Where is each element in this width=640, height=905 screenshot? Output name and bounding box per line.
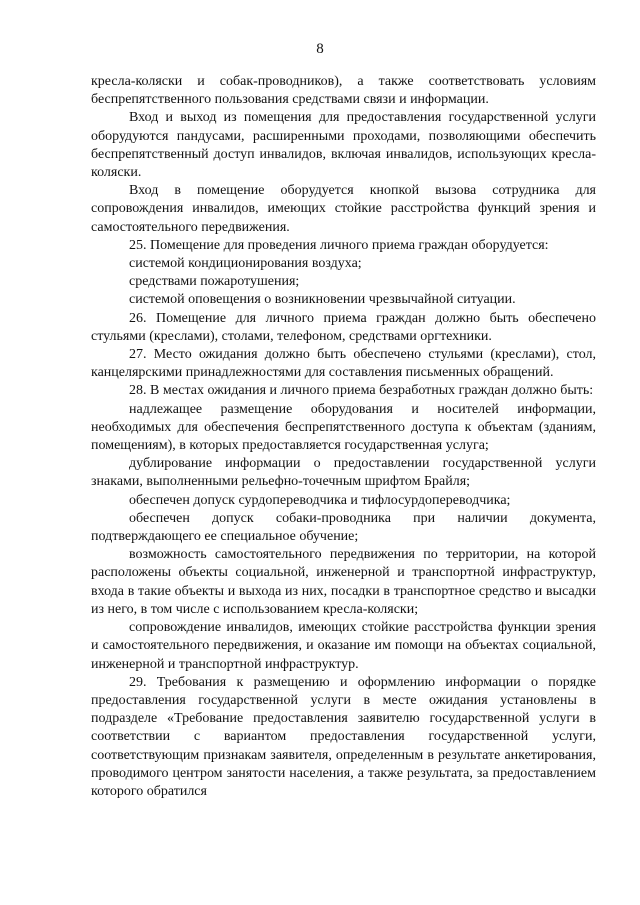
paragraph-item-28-sign-interpreter: обеспечен допуск сурдопереводчика и тифлосурдопереводчика; — [129, 492, 511, 508]
paragraph-item-29: 29. Требования к размещению и оформлению информации о порядке предоставления государственной услуги в месте ожидания установлены в подразделе «Требование предоставления заявителю государственной услуги в соответствии с вариантом предоставления государственной услуги, соответствующим признакам заявителя, определенным в результате анкетирования, проводимого центром занятости населения, а также результата, за предоставлением которого обратился — [91, 674, 596, 799]
paragraph-item-28-mobility: возможность самостоятельного передвижения по территории, на которой расположены объекты социальной, инженерной и транспортной инфраструктур, входа в такие объекты и выхода из них, посадки в транспортное средство и высадки из него, в том числе с использованием кресла-коляски; — [91, 547, 596, 617]
paragraph-item-28-escort: сопровождение инвалидов, имеющих стойкие расстройства функции зрения и самостоятельного передвижения, и оказание им помощи на объектах социальной, инженерной и транспортной инфраструктур. — [91, 620, 596, 672]
paragraph-item-25-fire-extinguishing: средствами пожаротушения; — [129, 274, 300, 290]
paragraph-item-28-guide-dog: обеспечен допуск собаки-проводника при наличии документа, подтверждающего ее специальное обучение; — [91, 510, 596, 545]
paragraph-item-26: 26. Помещение для личного приема граждан должно быть обеспечено стульями (креслами), столами, телефоном, средствами оргтехники. — [91, 310, 596, 344]
document-body — [91, 73, 596, 801]
paragraph-item-25: 25. Помещение для проведения личного приема граждан оборудуется: — [129, 237, 549, 253]
paragraph-call-button: Вход в помещение оборудуется кнопкой вызова сотрудника для сопровождения инвалидов, имеющих стойкие расстройства функций зрения и самостоятельного передвижения. — [91, 183, 596, 235]
paragraph-item-25-emergency-alert: системой оповещения о возникновении чрезвычайной ситуации. — [129, 292, 516, 308]
paragraph-item-28-equipment-placement: надлежащее размещение оборудования и носителей информации, необходимых для обеспечения беспрепятственного доступа к объектам (зданиям, помещениям), в которых предоставляется государственная услуга; — [91, 401, 596, 454]
paragraph-item-28-braille: дублирование информации о предоставлении государственной услуги знаками, выполненными рельефно-точечным шрифтом Брайля; — [91, 456, 596, 490]
paragraph-continuation: кресла-коляски и собак-проводников), а также соответствовать условиям беспрепятственного пользования средствами связи и информации. — [91, 74, 596, 108]
page-number: 8 — [316, 41, 324, 57]
paragraph-entrance-ramps: Вход и выход из помещения для предоставления государственной услуги оборудуются пандусами, расширенными проходами, позволяющими обеспечить беспрепятственный доступ инвалидов, включая инвалидов, использующих кресла-коляски. — [91, 110, 596, 181]
paragraph-item-28: 28. В местах ожидания и личного приема безработных граждан должно быть: — [129, 383, 594, 399]
paragraph-item-27: 27. Место ожидания должно быть обеспечено стульями (креслами), стол, канцелярскими принадлежностями для составления письменных обращений. — [91, 347, 596, 381]
paragraph-item-25-air-conditioning: системой кондиционирования воздуха; — [129, 256, 362, 272]
